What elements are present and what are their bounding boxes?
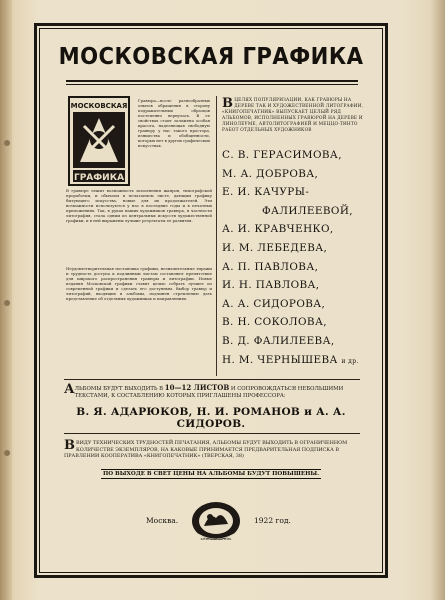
column-divider: [216, 96, 217, 376]
price-notice: [44, 471, 378, 477]
albums-dropcap: А: [64, 382, 75, 397]
artist-name: М. А. ДОБРОВА,: [222, 167, 319, 180]
artist-name: С. В. ГЕРАСИМОВА,: [222, 149, 342, 161]
albums-text-2: И СОПРОВОЖДАТЬСЯ НЕБОЛЬШИМИ ТЕКСТАМИ, К СОСТАБЛЕНИЮ КОТОРЫХ ПРИГЛАШЕНЫ ПРОФЕССОРА:: [74, 386, 344, 399]
binding-hole: [4, 300, 10, 306]
left-paragraph-1: Гравюра—после разнообразных опытов обращения в сторону подражательных образцов постепенно вернулась. В ее свойствах стоит заложена особая красота, наделяющая свободную гравюру у нас такого простора, изящества и обобщенности, которых нет в других графических искусствах.: [138, 98, 210, 149]
artist-name: И. Н. ПАВЛОВА,: [222, 279, 320, 292]
knigopechatnik-emblem: [190, 500, 242, 542]
binding-hole: [4, 140, 10, 146]
logo-top-text: МОСКОВСКАЯ: [70, 102, 128, 110]
artist-name: А. А. СИДОРОВА,: [222, 297, 326, 310]
page-title: МОСКОВСКАЯ ГРАФИКА: [58, 44, 364, 70]
artist-name: В. Д. ФАЛИЛЕЕВА,: [222, 334, 335, 347]
print-text: ВИДУ ТЕХНИЧЕСКИХ ТРУДНОСТЕЙ ПЕЧАТАНИЯ, АЛЬБОМЫ БУДУТ ВЫХОДИТЬ В ОГРАНИЧЕННОМ КОЛИЧЕСТВЕ ЭКЗЕМПЛЯРОВ, НА КАКОВЫЕ ПРИНИМАЕТСЯ ПРЕДВАРИТЕЛЬНАЯ ПОДПИСКА В ПРАВЛЕНИИ КООПЕРАТИВА «КНИГОПЕЧАТНИК» (ТВЕРСКАЯ, 38): [64, 440, 348, 460]
left-paragraph-3: Неудовлетворительная постановка графики, незначительные тиражи и трудность доступа к подлинным листам составляют препятствие для широкого распространения гравюры и литографии. Новые издания Московской графики ставят целью собрать лучшее из современной графики и сделать его доступным. Выбор гравюр и литографий, входящих в альбомы, подчинен стремлению дать представление об отдельных художниках и направлениях.: [66, 266, 212, 302]
artist-name: Е. И. КАЧУРЫ-: [222, 186, 310, 199]
artists-suffix: и др.: [341, 357, 359, 365]
intro-paragraph: [222, 98, 370, 134]
left-paragraph-2: В гравюре лежит возможность исполнения жанров, типографской проработки, и обычаем в печатаемом листе, дающим графику бытующего искусства, новые для их продолжателей. Эти возможности используются у нас в последние годы и в печатных приложениях. Так, в руках наших художников гравюра, в частности литография, стала одним из центральных искусств художественной графики, и в ней выражены лучшие результаты ее развития.: [66, 188, 212, 224]
artist-name: ФАЛИЛЕЕВОЙ,: [262, 204, 353, 217]
intro-text: ЦЕЛЯХ ПОПУЛЯРИЗАЦИИ, КАК ГРАВЮРЫ НА ДЕРЕВЕ ТАК И ХУДОЖЕСТВЕННОЙ ЛИТОГРАФИИ, «КНИГОПЕЧАТНИК» ВЫПУСКАЕТ ЦЕЛЫЙ РЯД АЛЬБОМОВ, ИСПОЛНЕННЫХ ГРАВЮРОЙ НА ДЕРЕВЕ И ЛИНОЛЕУМЕ, АВТОЛИТОГРАФИЕЙ И МЕЦЦО-ТИНТО РАБОТ ОТДЕЛЬНЫХ ХУДОЖНИКОВ: [222, 98, 364, 133]
logo-bottom-text: ГРАФИКА: [73, 173, 125, 183]
artist-name: Н. М. ЧЕРНЫШЕВА: [222, 353, 338, 366]
artist-name-last: [222, 351, 372, 372]
albums-note: [64, 384, 364, 400]
print-note: [64, 440, 364, 460]
city-label: Москва.: [146, 516, 179, 525]
title-rule-thin: [66, 84, 358, 85]
emblem-text: КНИГОПЕЧАТНИК: [200, 537, 232, 541]
moskovskaya-grafika-logo: [68, 96, 130, 186]
albums-text-1: ЛЬБОМЫ БУДУТ ВЫХОДИТЬ В: [74, 386, 165, 392]
artist-name: В. Н. СОКОЛОВА,: [222, 316, 327, 329]
artist-name: А. П. ПАВЛОВА,: [222, 260, 319, 273]
editors-line: В. Я. АДАРЮКОВ, Н. И. РОМАНОВ и А. А. СИДОРОВ.: [76, 406, 346, 430]
artist-name: И. М. ЛЕБЕДЕВА,: [222, 241, 328, 254]
binding-hole: [4, 450, 10, 456]
price-notice-text: ПО ВЫХОДЕ В СВЕТ ЦЕНЫ НА АЛЬБОМЫ БУДУТ ПОВЫШЕНЫ.: [102, 471, 320, 477]
year-label: 1922 год.: [254, 516, 291, 525]
artist-name: А. И. КРАВЧЕНКО,: [222, 223, 334, 236]
section-rule: [64, 379, 360, 380]
section-rule: [64, 433, 360, 434]
artist-list: [222, 146, 372, 371]
title-rule: [66, 80, 358, 82]
albums-sheets: 10—12 ЛИСТОВ: [164, 383, 230, 392]
print-dropcap: В: [64, 438, 75, 453]
intro-dropcap: В: [222, 96, 234, 111]
